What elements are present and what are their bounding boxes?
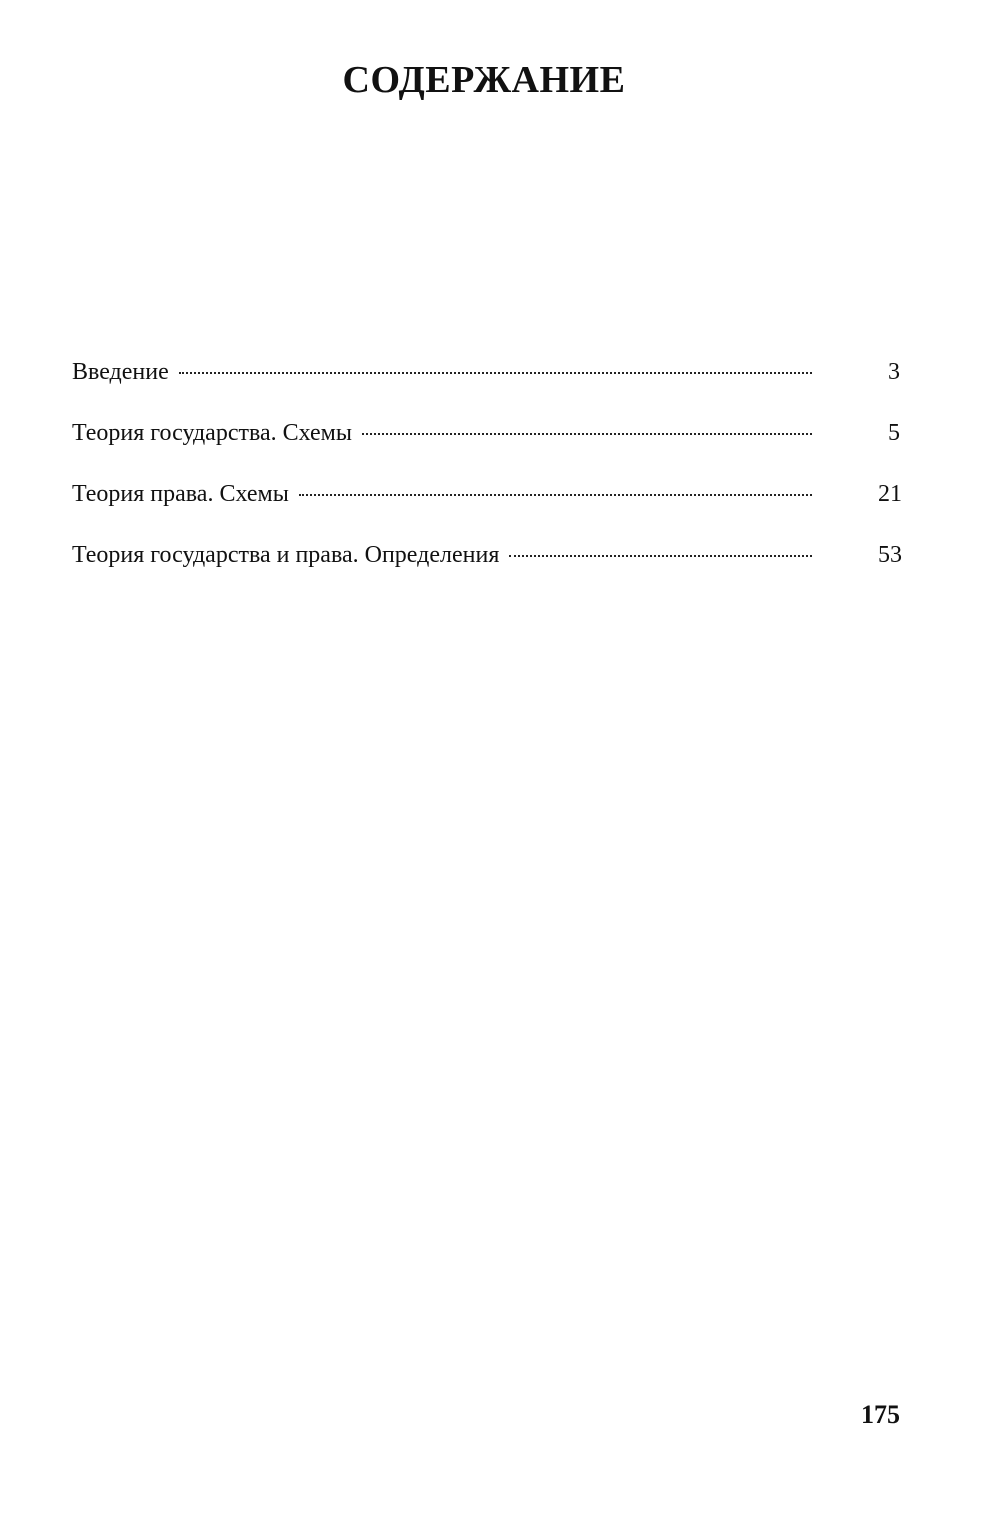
toc-entry-label: Введение: [72, 359, 169, 385]
toc-entry-label: Теория государства. Схемы: [72, 420, 352, 446]
toc-dot-leader: [299, 477, 812, 501]
toc-dot-leader: [509, 538, 812, 562]
toc-entry-law-theory-schemes[interactable]: [72, 477, 900, 538]
toc-entry-state-theory-schemes[interactable]: [72, 416, 900, 477]
toc-dot-leader: [362, 416, 812, 440]
toc-entry-page: 3: [888, 359, 900, 385]
toc-entry-page: 5: [888, 420, 900, 446]
toc-dot-leader: [179, 355, 812, 379]
toc-entry-label: Теория государства и права. Определения: [72, 542, 500, 568]
toc-entry-page: 21: [878, 481, 902, 507]
page-title: СОДЕРЖАНИЕ: [342, 59, 626, 101]
toc-entry-label: Теория права. Схемы: [72, 481, 289, 507]
toc-entry-definitions[interactable]: [72, 538, 900, 599]
toc-entry-introduction[interactable]: [72, 355, 900, 416]
page-number: 175: [861, 1400, 900, 1429]
table-of-contents: [72, 355, 900, 599]
toc-entry-page: 53: [878, 542, 902, 568]
